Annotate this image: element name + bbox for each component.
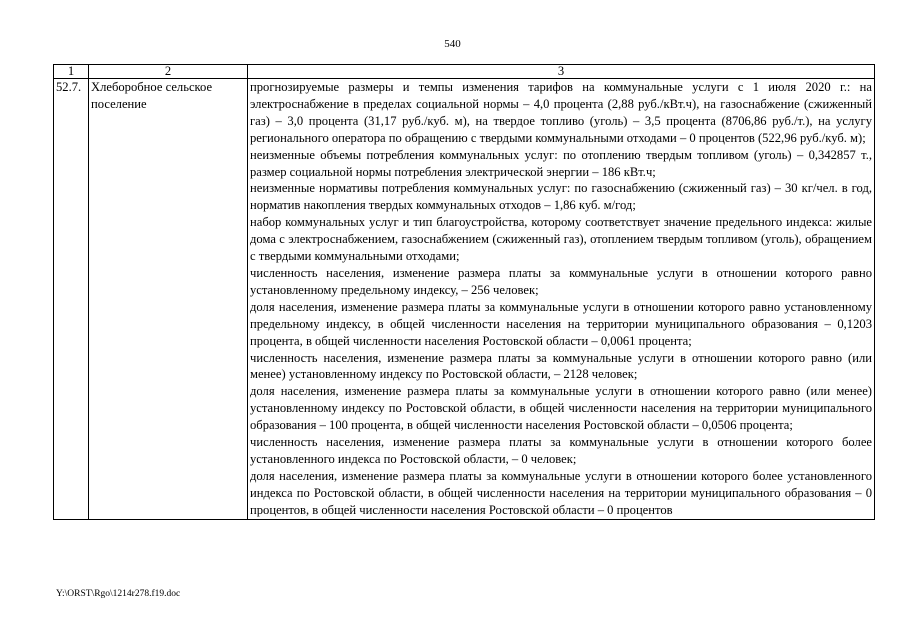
table-row xyxy=(54,79,875,520)
header-cell-3: 3 xyxy=(248,65,875,79)
paragraph-share-equal: доля населения, изменение размера платы за коммунальные услуги в отношении которого равно установленному предельному индексу, в общей численности населения на территории муниципального образования – 0,1203 процента, в общей численности населения Ростовской области – 0,0061 процента; xyxy=(250,299,872,348)
paragraph-services-set: набор коммунальных услуг и тип благоустройства, которому соответствует значение предельного индекса: жилые дома с электроснабжением, газоснабжением (сжиженный газ), отоплением твердым топливом (уголь), обращением с твердыми коммунальными отходами; xyxy=(250,215,872,264)
paragraph-population-equal-or-less: численность населения, изменение размера платы за коммунальные услуги в отношении которого равно (или менее) установленному индексу по Ростовской области, – 2128 человек; xyxy=(250,350,872,382)
tariff-details-cell xyxy=(248,79,875,520)
footer-file-path: Y:\ORST\Rgo\1214r278.f19.doc xyxy=(56,589,181,599)
settlement-name-cell: Хлеборобное сельское поселение xyxy=(89,79,248,520)
header-cell-1: 1 xyxy=(54,65,89,79)
page-number: 540 xyxy=(444,38,461,50)
header-cell-2: 2 xyxy=(89,65,248,79)
row-number-cell: 52.7. xyxy=(54,79,89,520)
paragraph-consumption-norms: неизменные нормативы потребления коммунальных услуг: по газоснабжению (сжиженный газ) – 30 кг/чел. в год, норматив накопления твердых коммунальных отходов – 1,86 куб. м/год; xyxy=(250,181,872,213)
paragraph-population-more: численность населения, изменение размера платы за коммунальные услуги в отношении которого более установленного индекса по Ростовской области, – 0 человек; xyxy=(250,435,872,466)
paragraph-share-more: доля населения, изменение размера платы за коммунальные услуги в отношении которого более установленного индекса по Ростовской области, в общей численности населения на территории муниципального образования – 0 процентов, в общей численности населения Ростовской области – 0 процентов xyxy=(250,468,872,517)
paragraph-tariff-forecast: прогнозируемые размеры и темпы изменения тарифов на коммунальные услуги с 1 июля 2020 г.: на электроснабжение в пределах социальной нормы – 4,0 процента (2,88 руб./кВт.ч), на газоснабжение (сжиженный газ) – 3,0 процента (31,17 руб./куб. м), на твердое топливо (уголь) – 3,5 процента (8706,86 руб./т.), на услугу регионального оператора по обращению с твердыми коммунальными отходами – 0 процентов (522,96 руб./куб. м); xyxy=(250,80,872,145)
table-header-row xyxy=(54,65,875,79)
paragraph-population-equal: численность населения, изменение размера платы за коммунальные услуги в отношении которого равно установленному предельному индексу, – 256 человек; xyxy=(250,265,872,297)
paragraph-share-equal-or-less: доля населения, изменение размера платы за коммунальные услуги в отношении которого равно (или менее) установленному индексу по Ростовской области, в общей численности населения на территории муниципального образования – 100 процента, в общей численности населения Ростовской области – 0,0506 процента; xyxy=(250,384,872,433)
paragraph-consumption-volumes: неизменные объемы потребления коммунальных услуг: по отоплению твердым топливом (уголь) – 0,342857 т., размер социальной нормы потребления электрической энергии – 186 кВт.ч; xyxy=(250,147,872,179)
tariff-table xyxy=(53,64,875,520)
